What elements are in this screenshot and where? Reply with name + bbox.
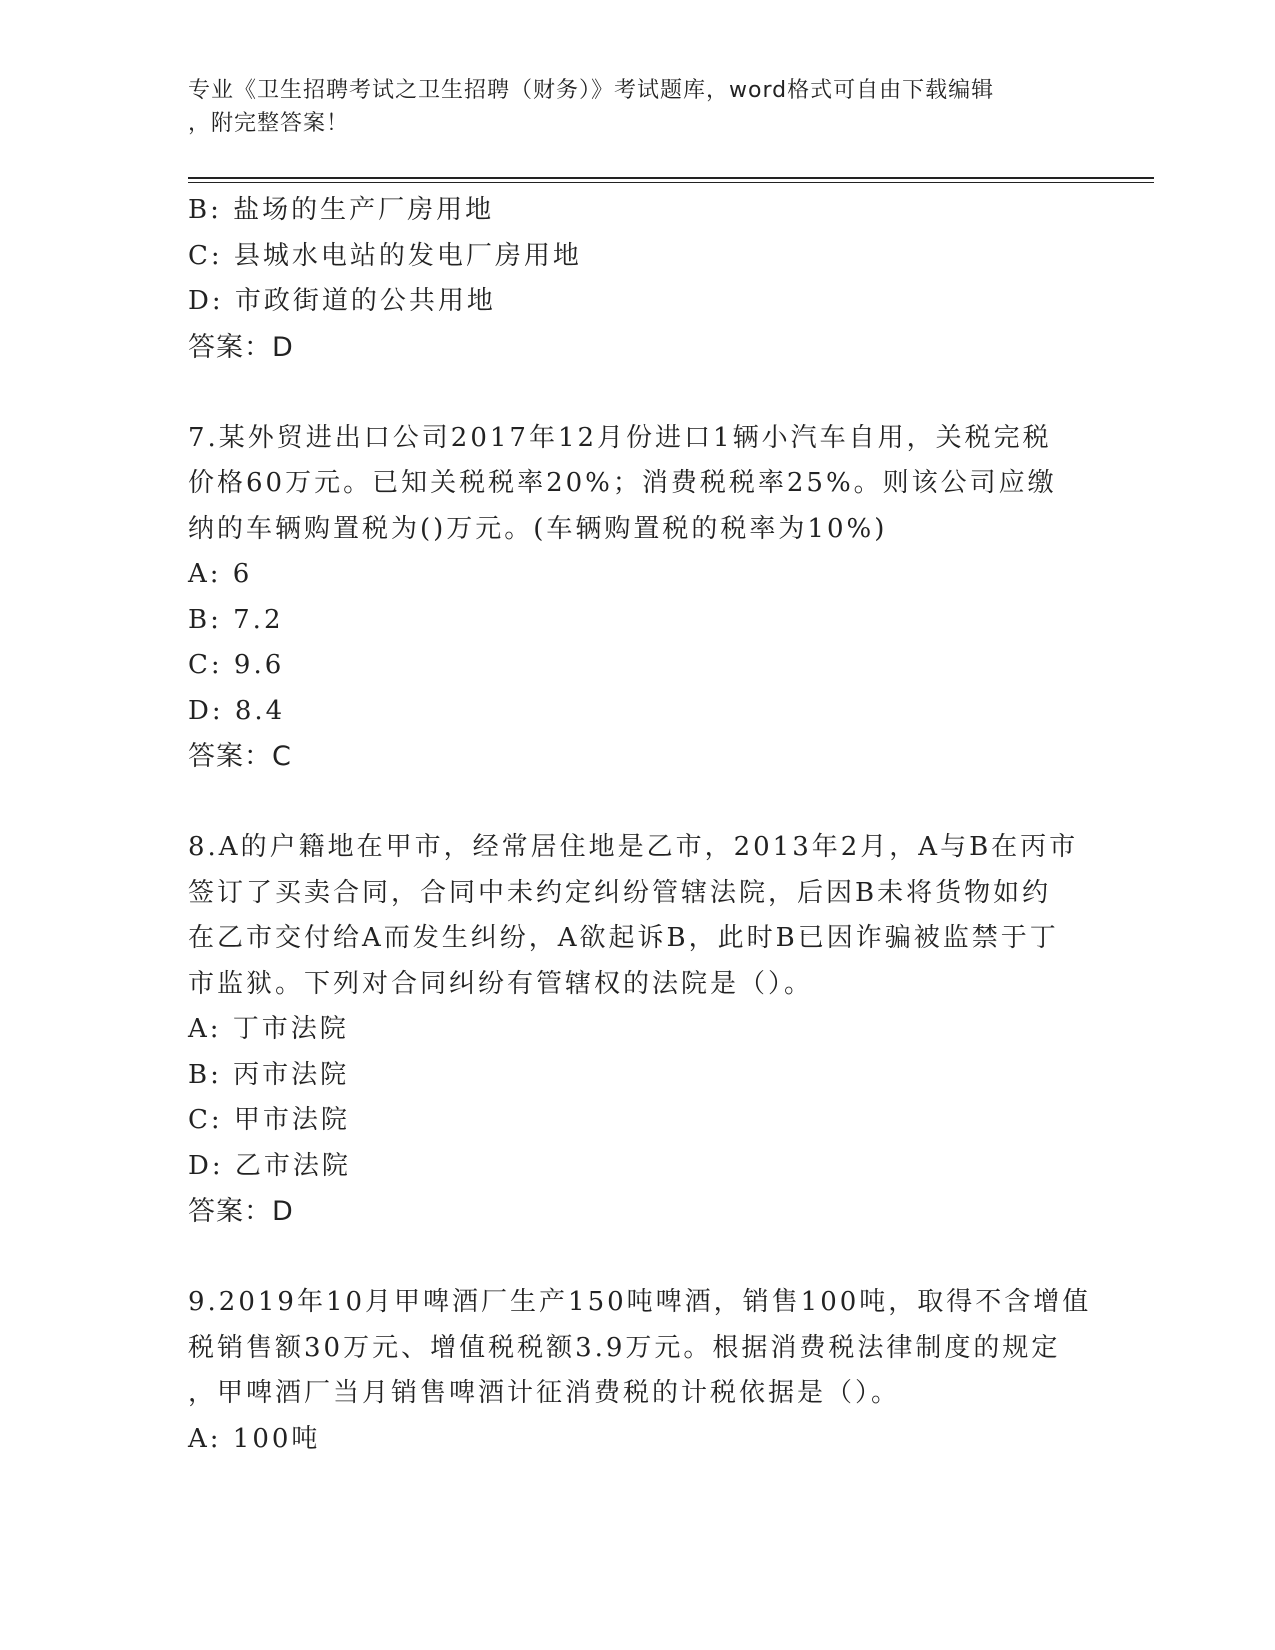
question-text-line: 8.A的户籍地在甲市，经常居住地是乙市，2013年2月，A与B在丙市 [188,832,1079,862]
spacer [188,370,1088,416]
header-rule-thick [188,177,1154,179]
option-b: B: 丙市法院 [188,1059,350,1090]
option-d: D: 市政街道的公共用地 [188,286,496,316]
prev-question [188,188,1088,370]
option-a: A: 100吨 [188,1423,321,1454]
document-header [188,74,1108,140]
spacer [188,780,1088,826]
question-text-line: 9.2019年10月甲啤酒厂生产150吨啤酒，销售100吨，取得不含增值 [188,1287,1092,1317]
option-c: C: 9.6 [188,650,285,680]
option-b: B: 盐场的生产厂房用地 [188,195,495,225]
option-c: C: 县城水电站的发电厂房用地 [188,240,582,271]
option-a: A: 6 [188,559,253,589]
question-7 [188,416,1088,780]
question-text-line: 签订了买卖合同，合同中未约定纠纷管辖法院，后因B未将货物如约 [188,877,1052,908]
answer-line: 答案：D [188,1196,294,1227]
question-text-line: 在乙市交付给A而发生纠纷，A欲起诉B，此时B已因诈骗被监禁于丁 [188,923,1059,953]
document-body [188,188,1092,1462]
question-8 [188,825,1088,1235]
question-text-line: ，甲啤酒厂当月销售啤酒计征消费税的计税依据是（）。 [188,1378,901,1408]
question-text-line: 市监狱。下列对合同纠纷有管辖权的法院是（）。 [188,968,814,999]
question-text-line: 价格60万元。已知关税税率20%；消费税税率25%。则该公司应缴 [188,468,1057,498]
header-line-1: 专业《卫生招聘考试之卫生招聘（财务）》考试题库，word格式可自由下载编辑 [188,78,995,103]
option-d: D: 8.4 [188,695,286,726]
option-c: C: 甲市法院 [188,1105,350,1135]
option-d: D: 乙市法院 [188,1150,351,1181]
header-rule-thin [188,182,1154,183]
question-text-line: 税销售额30万元、增值税税额3.9万元。根据消费税法律制度的规定 [188,1332,1061,1363]
answer-line: 答案：D [188,331,294,363]
option-b: B: 7.2 [188,604,284,635]
option-a: A: 丁市法院 [188,1014,349,1044]
spacer [188,1235,1088,1281]
header-line-2: ，附完整答案！ [188,111,350,136]
question-text-line: 纳的车辆购置税为()万元。(车辆购置税的税率为10%) [188,513,888,544]
question-9 [188,1280,1092,1462]
question-text-line: 7.某外贸进出口公司2017年12月份进口1辆小汽车自用，关税完税 [188,422,1052,453]
answer-line: 答案：C [188,741,292,772]
